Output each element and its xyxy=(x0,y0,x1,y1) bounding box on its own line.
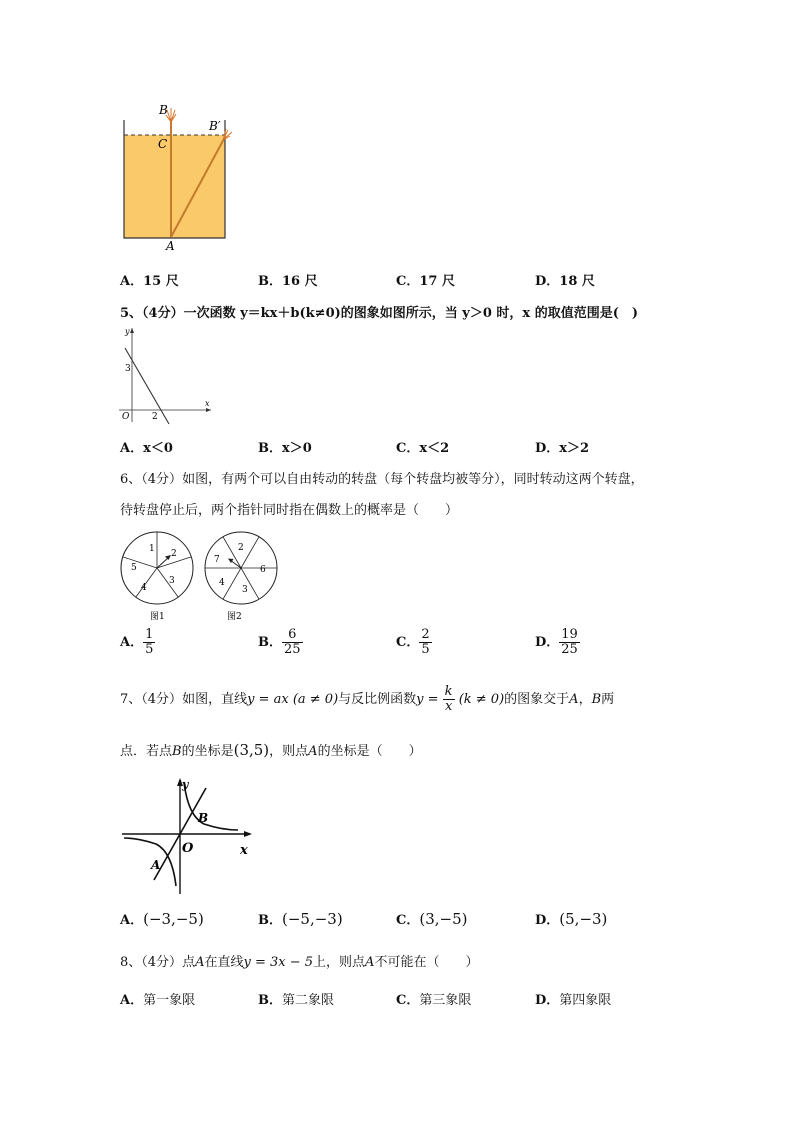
option-letter: C． xyxy=(396,274,420,289)
spinner-wheel-1 xyxy=(121,532,193,622)
x-axis-arrow-icon xyxy=(244,831,252,837)
q4-option-a[interactable] xyxy=(120,270,179,289)
option-text: 18 尺 xyxy=(559,274,595,289)
q5-line-graph xyxy=(115,322,215,426)
question-text: 的坐标是 xyxy=(181,744,234,759)
option-text: 第四象限 xyxy=(559,993,612,1008)
option-letter: A． xyxy=(120,274,144,289)
point-a: A xyxy=(569,692,579,707)
question-text: 如图，直线 xyxy=(182,692,248,707)
point-b-label: B xyxy=(198,811,209,825)
option-text: 第二象限 xyxy=(282,993,335,1008)
option-letter: C． xyxy=(396,913,420,928)
option-text: 17 尺 xyxy=(419,274,455,289)
y-intercept-label: 3 xyxy=(125,364,131,374)
fraction-numerator: 19 xyxy=(561,627,578,642)
fraction-numerator: 6 xyxy=(288,627,297,642)
question-number: 5、 xyxy=(120,306,143,321)
q5-option-c[interactable] xyxy=(396,437,449,456)
pond-reed-figure xyxy=(110,100,240,252)
q7-stem-line1 xyxy=(120,682,614,718)
question-number: 7、 xyxy=(120,692,142,707)
option-letter: D． xyxy=(535,635,560,650)
question-text: 的坐标是（ ） xyxy=(317,744,422,759)
question-text: 点．若点 xyxy=(120,744,173,759)
option-text: x＜0 xyxy=(143,441,173,456)
q8-option-a[interactable] xyxy=(120,989,195,1008)
q8-option-d[interactable] xyxy=(535,989,611,1008)
point-a: A xyxy=(365,955,375,970)
x-label: x xyxy=(240,843,248,858)
line-equation: y = ax xyxy=(247,692,289,707)
wheel1-caption: 图1 xyxy=(150,612,165,622)
water-area xyxy=(124,135,225,238)
spinner-wheels-figure xyxy=(115,528,285,624)
option-letter: A． xyxy=(120,993,144,1008)
option-letter: A． xyxy=(120,441,144,456)
option-text: (3,−5) xyxy=(419,910,468,928)
y-label: y xyxy=(182,778,189,791)
option-letter: B． xyxy=(258,441,282,456)
q6-option-d[interactable] xyxy=(535,628,580,657)
q4-option-d[interactable] xyxy=(535,270,595,289)
option-letter: D． xyxy=(535,993,560,1008)
q7-option-d[interactable] xyxy=(535,909,607,928)
point-b: B xyxy=(591,692,602,707)
question-text: 如图，有两个可以自由转动的转盘（每个转盘均被等分），同时转动这两个转盘， xyxy=(182,472,644,487)
q5-option-d[interactable] xyxy=(535,437,589,456)
fraction-numerator: k xyxy=(444,684,453,699)
wheel2-sector: 6 xyxy=(260,565,266,575)
point-a-label: A xyxy=(151,858,161,872)
question-text: 在直线 xyxy=(204,955,244,970)
option-letter: B． xyxy=(258,993,282,1008)
option-fraction xyxy=(419,628,431,657)
condition-a: (a ≠ 0) xyxy=(292,692,339,707)
separator: ， xyxy=(578,692,592,707)
option-text: 第三象限 xyxy=(419,993,472,1008)
fraction-denominator: 25 xyxy=(561,642,578,657)
wheel2-sector: 3 xyxy=(242,585,248,595)
label-b: B xyxy=(159,103,168,117)
point-b-coordinate: (3,5) xyxy=(233,741,270,759)
question-text: ，则点 xyxy=(269,744,309,759)
option-text: x＞2 xyxy=(559,441,590,456)
q5-stem xyxy=(120,302,638,321)
q7-option-c[interactable] xyxy=(396,909,468,928)
label-a: A xyxy=(166,239,175,252)
option-letter: C． xyxy=(396,441,420,456)
inverse-equation-lhs: y = xyxy=(416,692,439,707)
option-letter: B． xyxy=(258,913,282,928)
q4-option-b[interactable] xyxy=(258,270,318,289)
q6-stem-line2: 待转盘停止后，两个指针同时指在偶数上的概率是（ ） xyxy=(120,503,459,518)
option-letter: B． xyxy=(258,635,282,650)
option-letter: A． xyxy=(120,635,144,650)
point-a: A xyxy=(308,744,318,759)
origin-label: O xyxy=(182,841,194,856)
question-text: 与反比例函数 xyxy=(338,692,417,707)
q7-graph xyxy=(118,774,258,898)
question-text: 两 xyxy=(601,692,615,707)
q8-option-b[interactable] xyxy=(258,989,334,1008)
fraction-numerator: 2 xyxy=(421,627,430,642)
option-fraction xyxy=(143,628,155,657)
question-number: 8、 xyxy=(120,955,142,970)
question-text: 上，则点 xyxy=(313,955,366,970)
question-text: 不可能在（ ） xyxy=(374,955,479,970)
spinner-wheel-2 xyxy=(205,532,277,622)
wheel1-sector: 4 xyxy=(141,583,147,593)
option-fraction xyxy=(282,628,303,657)
y-axis-arrow-icon xyxy=(130,328,134,333)
wheel2-caption: 图2 xyxy=(227,612,242,622)
q6-option-b[interactable] xyxy=(258,628,303,657)
q8-option-c[interactable] xyxy=(396,989,471,1008)
question-score: （4分） xyxy=(141,692,183,707)
point-b: B xyxy=(172,744,182,759)
hyperbola-branch-1 xyxy=(184,782,238,830)
wheel1-sector: 1 xyxy=(149,544,155,554)
q6-stem-line1 xyxy=(120,468,644,487)
y-label: y xyxy=(125,327,130,336)
wheel2-sector: 7 xyxy=(214,555,220,565)
option-letter: D． xyxy=(535,913,560,928)
hyperbola-branch-2 xyxy=(124,838,176,886)
point-a: A xyxy=(195,955,205,970)
wheel1-sector: 2 xyxy=(171,549,177,559)
question-score: （4分） xyxy=(141,472,183,487)
fraction-denominator: 25 xyxy=(284,642,301,657)
origin-label: O xyxy=(122,412,130,422)
option-text: x＞0 xyxy=(282,441,312,456)
option-text: x＜2 xyxy=(419,441,450,456)
option-letter: C． xyxy=(396,993,420,1008)
question-text: 的图象交于 xyxy=(504,692,570,707)
option-text: (−5,−3) xyxy=(282,910,343,928)
k-over-x-fraction xyxy=(443,685,455,714)
question-score: （4分） xyxy=(142,306,184,321)
x-intercept-label: 2 xyxy=(152,412,158,422)
question-score: （4分） xyxy=(141,955,183,970)
x-axis-arrow-icon xyxy=(206,408,211,412)
q4-option-c[interactable] xyxy=(396,270,455,289)
wheel2-sector: 2 xyxy=(238,543,244,553)
wheel2-sector: 4 xyxy=(219,578,225,588)
fraction-denominator: 5 xyxy=(421,642,430,657)
q7-stem-line2 xyxy=(120,740,422,759)
q5-option-a[interactable] xyxy=(120,437,173,456)
option-text: 16 尺 xyxy=(282,274,318,289)
x-label: x xyxy=(205,399,210,408)
label-b-prime: B′ xyxy=(209,119,221,133)
option-text: 15 尺 xyxy=(143,274,179,289)
option-fraction xyxy=(559,628,580,657)
wheel1-sector: 5 xyxy=(131,563,137,573)
option-letter: D． xyxy=(535,441,560,456)
fraction-denominator: 5 xyxy=(145,642,154,657)
option-text: (5,−3) xyxy=(559,910,608,928)
option-text: (−3,−5) xyxy=(143,910,204,928)
fraction-denominator: x xyxy=(443,699,455,714)
label-c: C xyxy=(158,137,168,151)
q7-option-a[interactable] xyxy=(120,909,204,928)
question-number: 6、 xyxy=(120,472,142,487)
line-equation: y = 3x − 5 xyxy=(243,955,314,970)
q6-option-c[interactable] xyxy=(396,628,432,657)
question-text: 点 xyxy=(182,955,196,970)
question-text: 一次函数 y＝kx＋b(k≠0)的图象如图所示，当 y＞0 时，x 的取值范围是( ) xyxy=(183,306,638,321)
condition-k: (k ≠ 0) xyxy=(458,692,505,707)
q8-stem xyxy=(120,951,478,970)
option-letter: B． xyxy=(258,274,282,289)
option-text: 第一象限 xyxy=(143,993,196,1008)
q6-option-a[interactable] xyxy=(120,628,155,657)
option-letter: C． xyxy=(396,635,420,650)
wheel1-sector: 3 xyxy=(169,576,175,586)
q5-option-b[interactable] xyxy=(258,437,312,456)
option-letter: A． xyxy=(120,913,144,928)
reed-tip-tilted-icon xyxy=(223,129,232,140)
q7-option-b[interactable] xyxy=(258,909,343,928)
option-letter: D． xyxy=(535,274,560,289)
fraction-numerator: 1 xyxy=(145,627,154,642)
